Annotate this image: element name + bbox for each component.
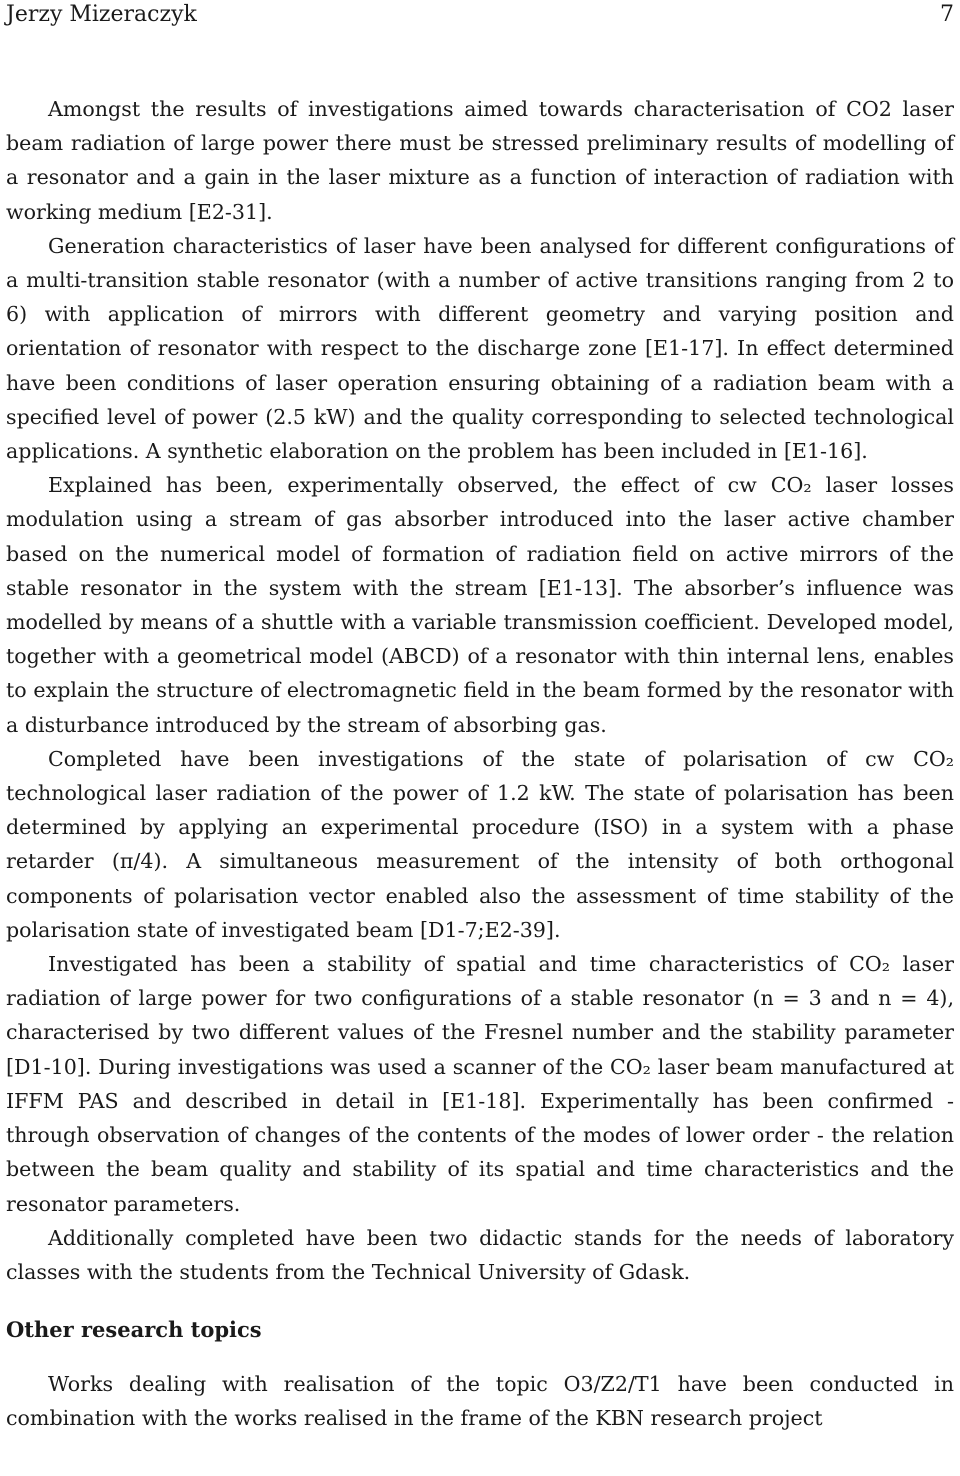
paragraph-generation-characteristics: Generation characteristics of laser have been analysed for different configurations of a multi-transition stable resonator (with a number of active transitions ranging from 2 to 6) with application of mirrors with different geometry and varying position and orientation of resonator with respect to the discharge zone [E1-17]. In effect determined have been conditions of laser operation ensuring obtaining of a radiation beam with a specified level of power (2.5 kW) and the quality corresponding to selected technological applications. A synthetic elaboration on the problem has been included in [E1-16]. (6, 233, 954, 464)
paragraph-other-topics: Works dealing with realisation of the topic O3/Z2/T1 have been conducted in combination with the works realised in the frame of the KBN research project (6, 1372, 954, 1431)
paragraph-losses-modulation: Explained has been, experimentally observed, the effect of cw CO₂ laser losses modulation using a stream of gas absorber introduced into the laser active chamber based on the numerical model of formation of radiation field on active mirrors of the stable resonator in the system with the stream [E1-13]. The absorber’s influence was modelled by means of a shuttle with a variable transmission coefficient. Developed model, together with a geometrical model (ABCD) of a resonator with thin internal lens, enables to explain the structure of electromagnetic field in the beam formed by the resonator with a disturbance introduced by the stream of absorbing gas. (6, 473, 954, 737)
running-head-author: Jerzy Mizeraczyk (6, 2, 197, 27)
section-heading: Other research topics (6, 1317, 262, 1343)
paragraph-didactic-stands: Additionally completed have been two didactic stands for the needs of laboratory classes with the students from the Technical University of Gdask. (6, 1225, 954, 1284)
page-number: 7 (940, 2, 954, 27)
page-body (6, 92, 954, 1436)
paragraph-stability: Investigated has been a stability of spatial and time characteristics of CO₂ laser radiation of large power for two configurations of a stable resonator (n = 3 and n = 4), characterised by two different values of the Fresnel number and the stability parameter [D1-10]. During investigations was used a scanner of the CO₂ laser beam manufactured at IFFM PAS and described in detail in [E1-18]. Experimentally has been confirmed - through observation of changes of the contents of the modes of lower order - the relation between the beam quality and stability of its spatial and time characteristics and the resonator parameters. (6, 952, 954, 1216)
paragraph-polarisation: Completed have been investigations of the state of polarisation of cw CO₂ technological laser radiation of the power of 1.2 kW. The state of polarisation has been determined by applying an experimental procedure (ISO) in a system with a phase retarder (π/4). A simultaneous measurement of the intensity of both orthogonal components of polarisation vector enabled also the assessment of time stability of the polarisation state of investigated beam [D1-7;E2-39]. (6, 746, 954, 942)
page-header (6, 0, 954, 30)
paragraph-co2-modelling: Amongst the results of investigations aimed towards characterisation of CO2 laser beam radiation of large power there must be stressed preliminary results of modelling of a resonator and a gain in the laser mixture as a function of interaction of radiation with working medium [E2-31]. (6, 97, 954, 224)
